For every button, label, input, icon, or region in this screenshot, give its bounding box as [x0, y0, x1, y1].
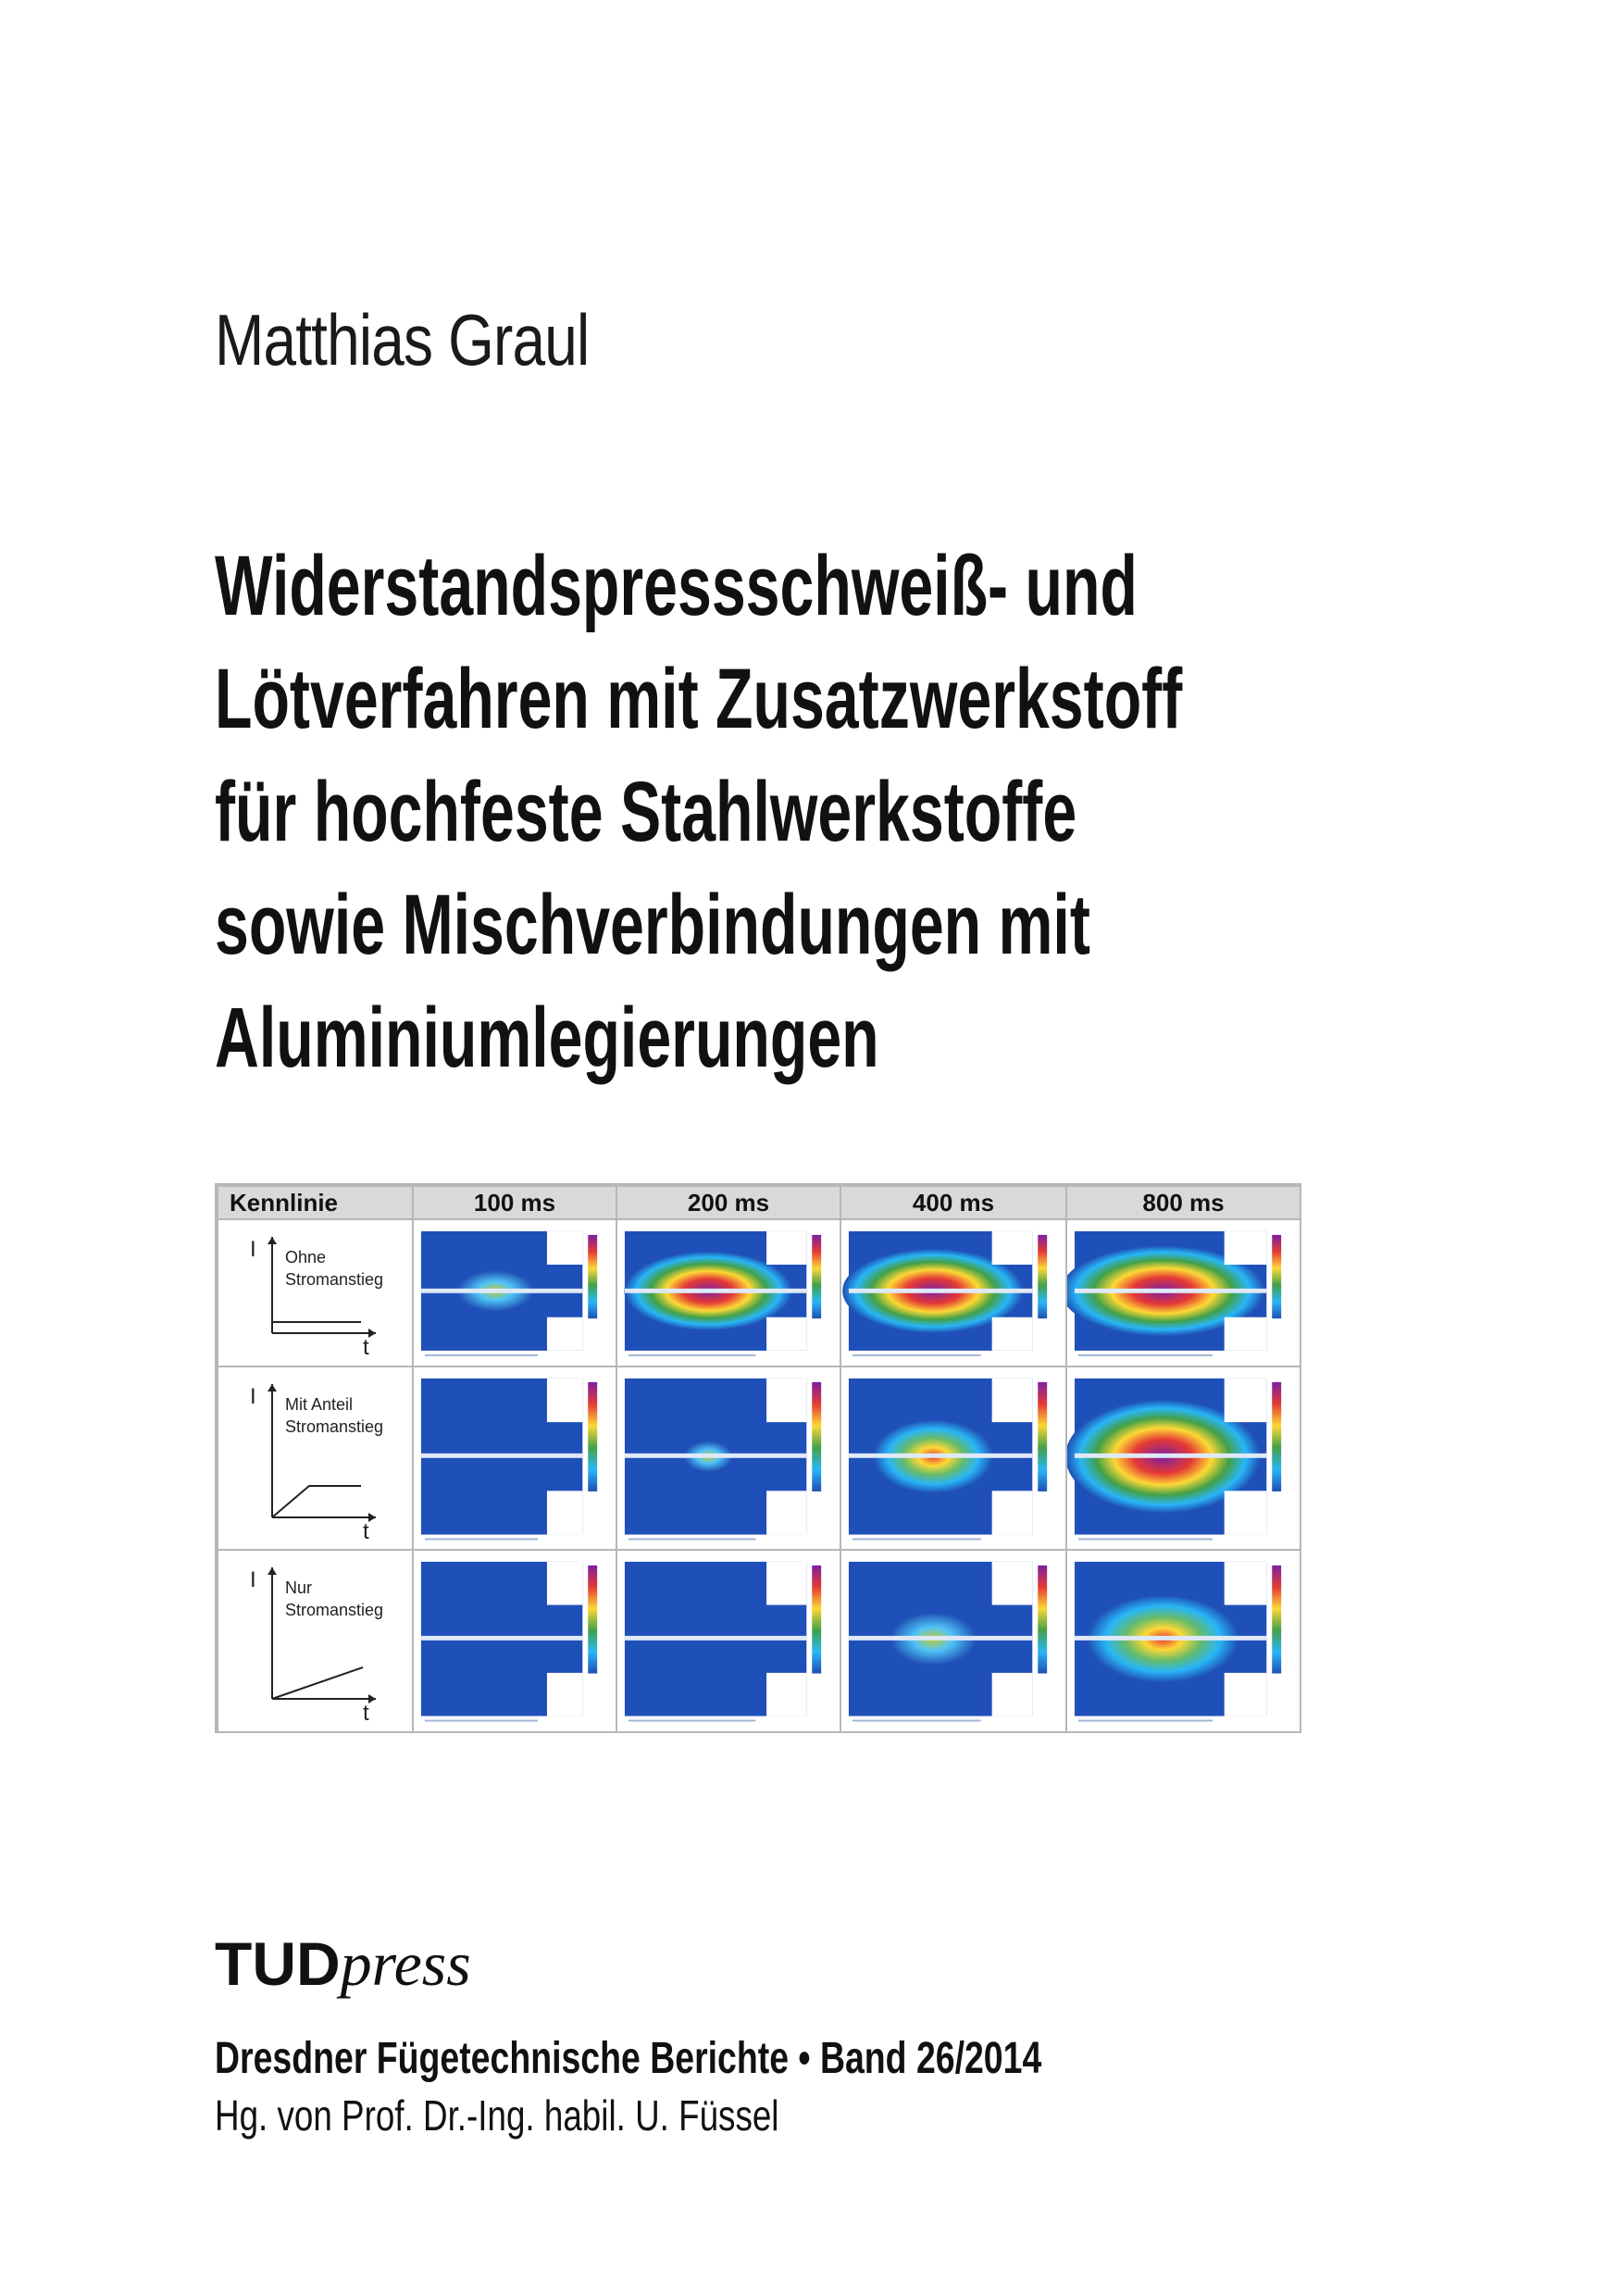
editor-line: Hg. von Prof. Dr.-Ing. habil. U. Füssel	[215, 2091, 779, 2140]
publisher-name: TUD	[215, 1929, 341, 1998]
temperature-field-image	[841, 1551, 1065, 1730]
simulation-cell	[413, 1219, 616, 1366]
publisher-suffix: press	[340, 1928, 471, 1999]
temperature-field-image	[841, 1367, 1065, 1549]
header-800ms: 800 ms	[1066, 1186, 1301, 1219]
simulation-cell	[1066, 1550, 1301, 1731]
figure-row	[218, 1550, 1301, 1731]
axis-label-i: I	[250, 1383, 256, 1409]
kennlinie-label: Ohne Stromanstieg	[285, 1248, 384, 1289]
header-400ms: 400 ms	[840, 1186, 1066, 1219]
kennlinie-cell	[218, 1366, 413, 1550]
temperature-field-image	[1067, 1551, 1300, 1730]
axis-label-i: I	[250, 1567, 256, 1593]
author-name: Matthias Graul	[215, 299, 590, 381]
figure-row	[218, 1366, 1301, 1550]
simulation-cell	[840, 1219, 1066, 1366]
book-title	[215, 530, 1182, 1094]
temperature-field-image	[617, 1367, 840, 1549]
temperature-field-image	[1067, 1220, 1300, 1366]
temperature-field-image	[841, 1220, 1065, 1366]
title-line: sowie Mischverbindungen mit	[215, 878, 1090, 972]
simulation-cell	[616, 1366, 840, 1550]
title-line: Lötverfahren mit Zusatzwerkstoff	[215, 652, 1183, 746]
axis-label-t: t	[363, 1518, 369, 1544]
publisher-logo	[215, 1928, 471, 2001]
simulation-cell	[840, 1550, 1066, 1731]
axis-label-t: t	[363, 1701, 369, 1727]
axis-label-i: I	[250, 1237, 256, 1262]
temperature-field-image	[617, 1220, 840, 1366]
simulation-figure-table	[215, 1183, 1301, 1733]
simulation-cell	[616, 1550, 840, 1731]
header-200ms: 200 ms	[616, 1186, 840, 1219]
simulation-cell	[413, 1550, 616, 1731]
kennlinie-label: Nur Stromanstieg	[285, 1578, 384, 1620]
simulation-cell	[1066, 1366, 1301, 1550]
kennlinie-label: Mit Anteil Stromanstieg	[285, 1394, 384, 1436]
current-curve-line	[272, 1486, 361, 1517]
title-line: Aluminiumlegierungen	[215, 991, 879, 1085]
temperature-field-image	[414, 1367, 616, 1549]
simulation-cell	[840, 1366, 1066, 1550]
header-kennlinie: Kennlinie	[218, 1186, 413, 1219]
simulation-cell	[616, 1219, 840, 1366]
temperature-field-image	[414, 1220, 616, 1366]
simulation-cell	[1066, 1219, 1301, 1366]
kennlinie-cell	[218, 1219, 413, 1366]
current-curve-diagram	[218, 1220, 414, 1366]
title-line: Widerstandspressschweiß- und	[215, 539, 1138, 633]
temperature-field-image	[617, 1551, 840, 1730]
axis-label-t: t	[363, 1335, 369, 1360]
simulation-cell	[413, 1366, 616, 1550]
figure-row	[218, 1219, 1301, 1366]
header-100ms: 100 ms	[413, 1186, 616, 1219]
title-line: für hochfeste Stahlwerkstoffe	[215, 765, 1077, 859]
kennlinie-cell	[218, 1550, 413, 1731]
temperature-field-image	[414, 1551, 616, 1730]
series-line: Dresdner Fügetechnische Berichte • Band 26/2014	[215, 2034, 1042, 2083]
current-curve-line	[272, 1667, 363, 1699]
temperature-field-image	[1067, 1367, 1300, 1549]
